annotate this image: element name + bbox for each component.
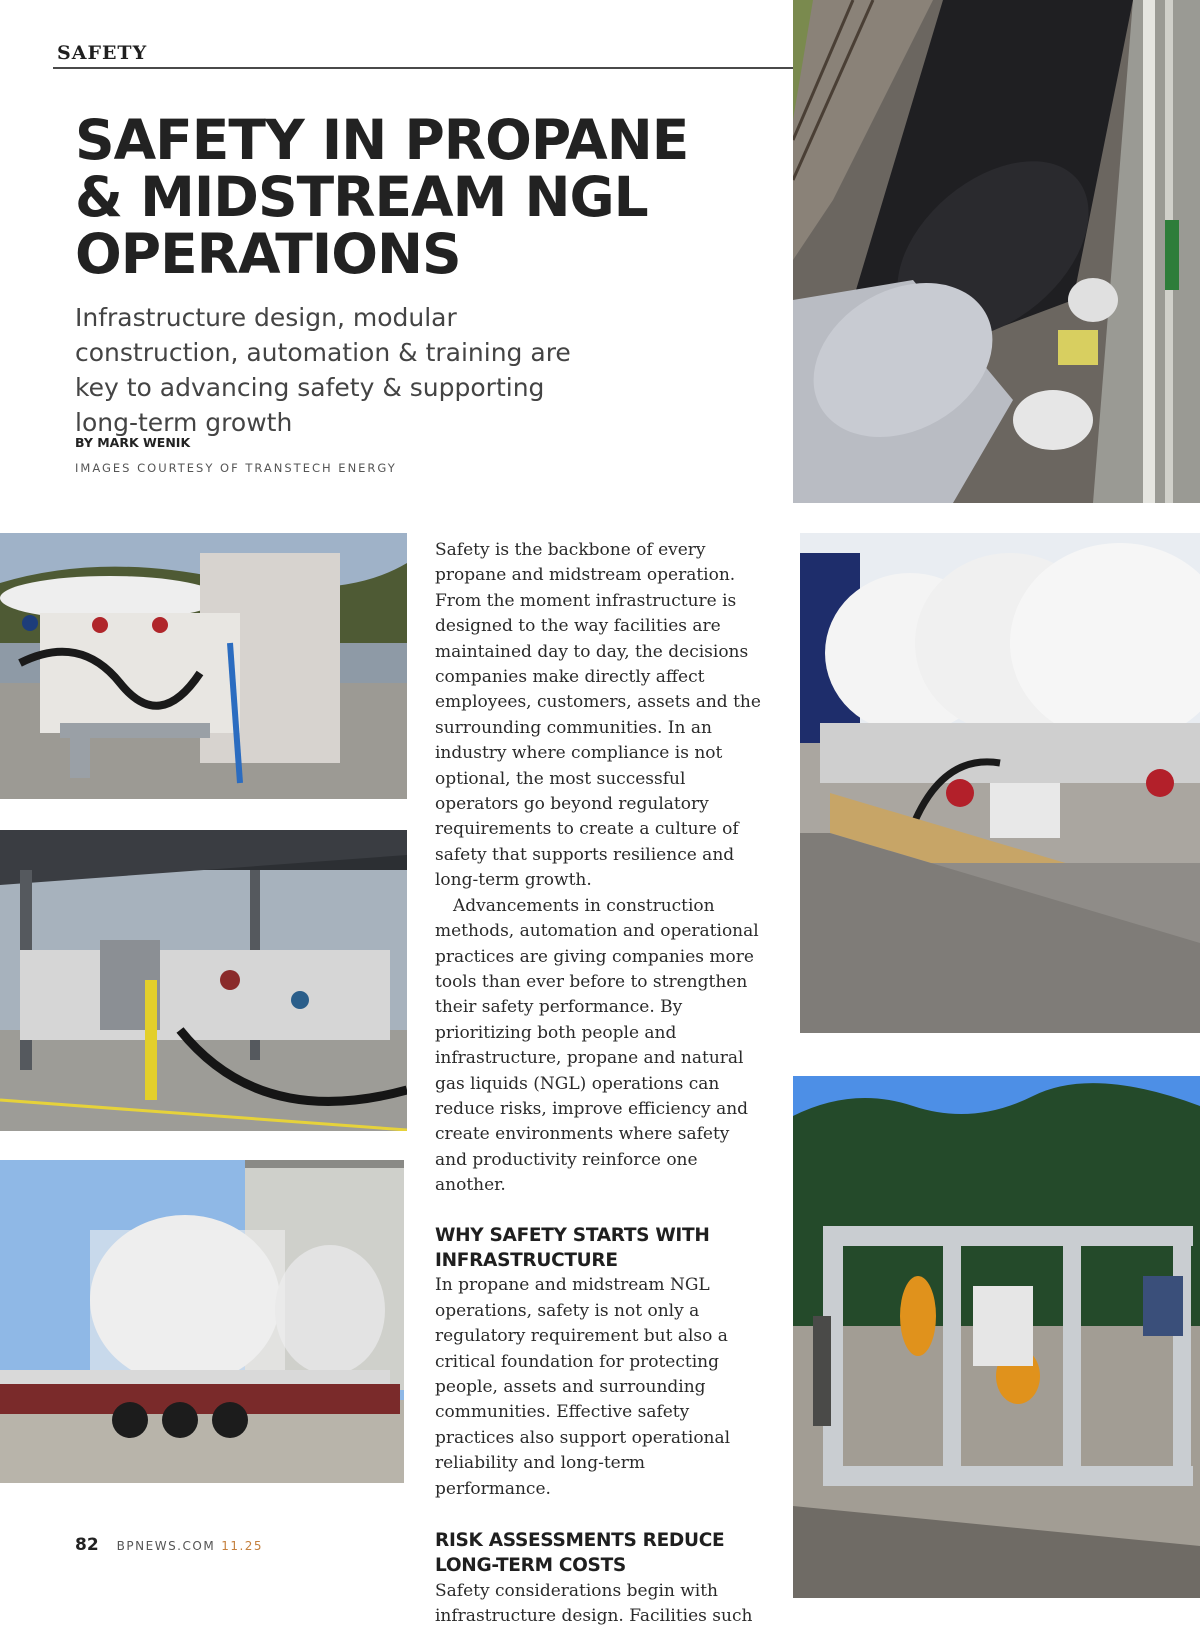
body-paragraph-4: Safety considerations begin with infrastructure design. Facilities such: [435, 1580, 753, 1627]
body-paragraph-1: Safety is the backbone of every propane and midstream operation. From the moment infrastructure is designed to the way facilities are maintained day to day, the decisions companies make directly affect employees, customers, assets and the surrounding communities. In an industry where compliance is not optional, the most successful operators go beyond regulatory requirements to create a culture of safety that supports resilience and long-term growth.: [435, 540, 761, 891]
article-body: [435, 538, 765, 1630]
image-credit: IMAGES COURTESY OF TRANSTECH ENERGY: [75, 461, 397, 475]
site-url: BPNEWS.COM: [116, 1539, 216, 1553]
site-name: [117, 1539, 263, 1553]
headline-line-1: SAFETY IN PROPANE: [75, 108, 689, 172]
body-paragraph-2: Advancements in construction methods, automation and operational practices are giving companies more tools than ever before to strengthen their safety performance. By prioritizing both people and infrastructure, propane and natural gas liquids (NGL) operations can reduce risks, improve efficiency and create environments where safety and productivity reinforce one another.: [435, 895, 759, 1196]
section-rule: [53, 67, 793, 69]
headline: [75, 108, 715, 286]
subhead-infrastructure: WHY SAFETY STARTS WITH INFRASTRUCTURE: [435, 1224, 710, 1271]
headline-line-2: & MIDSTREAM NGL: [75, 165, 648, 229]
section-label: SAFETY: [57, 42, 148, 64]
page-footer: [75, 1535, 263, 1555]
subhead-risk-assessments: RISK ASSESSMENTS REDUCE LONG-TERM COSTS: [435, 1530, 725, 1577]
photo-rail-tank-cars: [793, 0, 1200, 503]
photo-frame-skid: [793, 1076, 1200, 1598]
photo-storage-tanks: [800, 533, 1200, 1033]
headline-line-3: OPERATIONS: [75, 222, 461, 286]
page-number: 82: [75, 1535, 99, 1555]
body-paragraph-3: In propane and midstream NGL operations, safety is not only a regulatory requirement but also a critical foundation for protecting people, assets and surrounding communities. Effective safety practices also support operational reliability and long-term performance.: [435, 1275, 731, 1499]
deck-subtitle: Infrastructure design, modular construction, automation & training are key to advancing safety & supporting long-term growth: [75, 303, 571, 437]
photo-loading-rack: [0, 830, 407, 1131]
issue-date: 11.25: [221, 1539, 264, 1553]
photo-tanks-on-truck: [0, 1160, 404, 1483]
byline: BY MARK WENIK: [75, 435, 191, 450]
photo-piping-skid: [0, 533, 407, 799]
